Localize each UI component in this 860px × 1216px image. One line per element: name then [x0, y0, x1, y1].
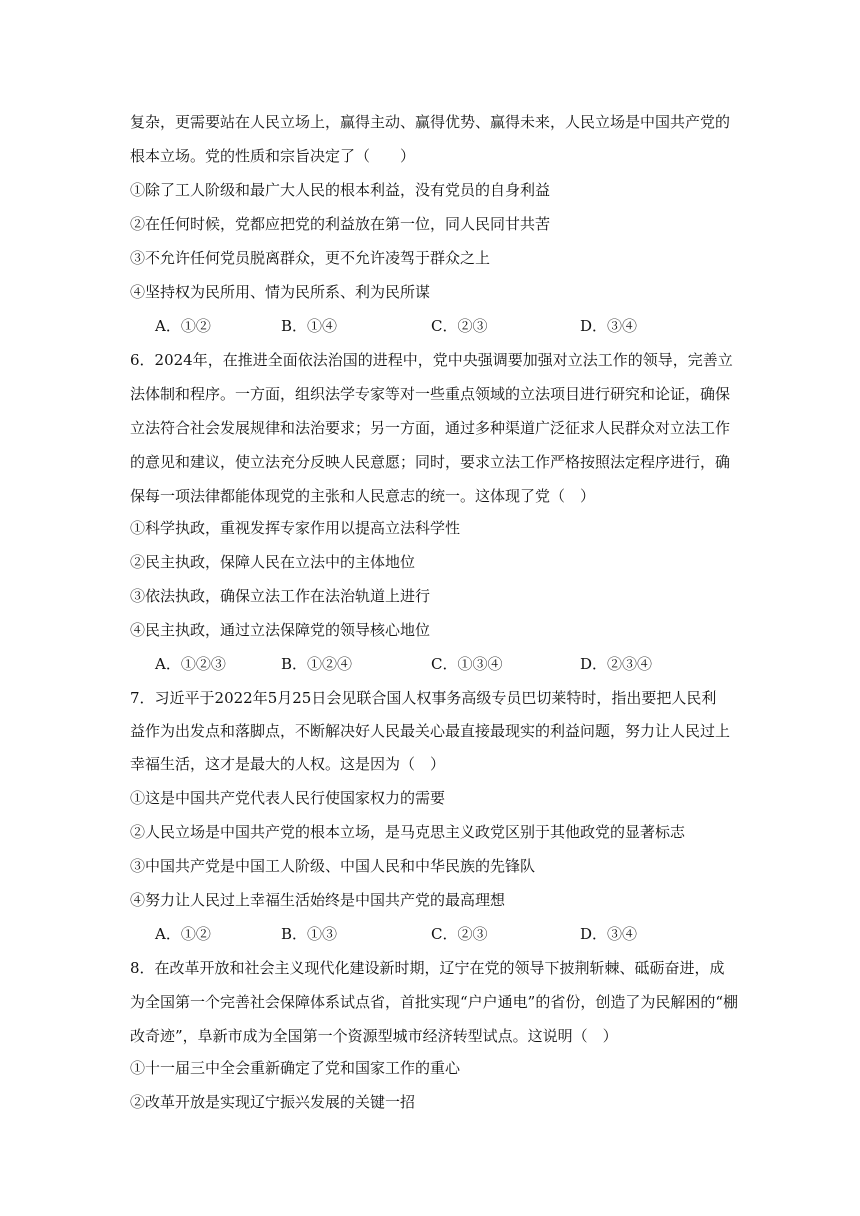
- q8-stem-line-3: 改奇迹”，阜新市成为全国第一个资源型城市经济转型试点。这说明（ ）: [130, 1027, 618, 1045]
- q7-stem-line-3: 幸福生活，这才是最大的人权。这是因为（ ）: [130, 755, 446, 773]
- q8-statement-1: ①十一届三中全会重新确定了党和国家工作的重心: [130, 1059, 461, 1077]
- q7-stem-line-1: 7．习近平于2022年5月25日会见联合国人权事务高级专员巴切莱特时，指出要把人民利: [130, 689, 717, 707]
- q6-statement-1: ①科学执政，重视发挥专家作用以提高立法科学性: [130, 519, 461, 537]
- q8-stem-line-2: 为全国第一个完善社会保障体系试点省，首批实现“户户通电”的省份，创造了为民解困的“棚: [130, 993, 739, 1011]
- q7-option-c[interactable]: C．②③: [431, 925, 488, 943]
- q5-options: [155, 316, 715, 336]
- q6-statement-2: ②民主执政，保障人民在立法中的主体地位: [130, 553, 416, 571]
- q7-option-b[interactable]: B．①③: [281, 925, 338, 943]
- q5-statement-2: ②在任何时候，党都应把党的利益放在第一位，同人民同甘共苦: [130, 215, 551, 233]
- q7-options: [155, 924, 715, 944]
- q6-stem-line-1: 6．2024年，在推进全面依法治国的进程中，党中央强调要加强对立法工作的领导，完善立: [130, 351, 733, 369]
- q6-stem-line-3: 立法符合社会发展规律和法治要求；另一方面，通过多种渠道广泛征求人民群众对立法工作: [130, 419, 731, 437]
- q6-option-c[interactable]: C．①③④: [431, 655, 503, 673]
- q5-stem-line-1: 复杂，更需要站在人民立场上，赢得主动、赢得优势、赢得未来，人民立场是中国共产党的: [130, 113, 731, 131]
- q6-stem-line-5: 保每一项法律都能体现党的主张和人民意志的统一。这体现了党（ ）: [130, 487, 596, 505]
- q8-stem-line-1: 8．在改革开放和社会主义现代化建设新时期，辽宁在党的领导下披荆斩棘、砥砺奋进，成: [130, 959, 725, 977]
- q6-option-a[interactable]: A．①②③: [155, 655, 226, 673]
- q6-statement-4: ④民主执政，通过立法保障党的领导核心地位: [130, 621, 431, 639]
- q7-statement-3: ③中国共产党是中国工人阶级、中国人民和中华民族的先锋队: [130, 857, 536, 875]
- q8-statement-2: ②改革开放是实现辽宁振兴发展的关键一招: [130, 1093, 416, 1111]
- q6-option-b[interactable]: B．①②④: [281, 655, 353, 673]
- q7-statement-2: ②人民立场是中国共产党的根本立场，是马克思主义政党区别于其他政党的显著标志: [130, 823, 686, 841]
- q6-stem-line-2: 法体制和程序。一方面，组织法学专家等对一些重点领域的立法项目进行研究和论证，确保: [130, 385, 731, 403]
- q6-option-d[interactable]: D．②③④: [580, 655, 653, 673]
- q7-stem-line-2: 益作为出发点和落脚点，不断解决好人民最关心最直接最现实的利益问题，努力让人民过上: [130, 722, 731, 740]
- q5-option-b[interactable]: B．①④: [281, 317, 338, 335]
- q7-statement-1: ①这是中国共产党代表人民行使国家权力的需要: [130, 789, 446, 807]
- q5-option-c[interactable]: C．②③: [431, 317, 488, 335]
- q5-statement-1: ①除了工人阶级和最广大人民的根本利益，没有党员的自身利益: [130, 181, 551, 199]
- q5-statement-4: ④坚持权为民所用、情为民所系、利为民所谋: [130, 283, 431, 301]
- q5-option-d[interactable]: D．③④: [580, 317, 638, 335]
- q5-option-a[interactable]: A．①②: [155, 317, 211, 335]
- q5-stem-line-2: 根本立场。党的性质和宗旨决定了（ ）: [130, 147, 416, 165]
- q6-statement-3: ③依法执政，确保立法工作在法治轨道上进行: [130, 587, 431, 605]
- q6-stem-line-4: 的意见和建议，使立法充分反映人民意愿；同时，要求立法工作严格按照法定程序进行，确: [130, 453, 731, 471]
- q7-option-d[interactable]: D．③④: [580, 925, 638, 943]
- q6-options: [155, 654, 715, 674]
- q7-option-a[interactable]: A．①②: [155, 925, 211, 943]
- q5-statement-3: ③不允许任何党员脱离群众，更不允许凌驾于群众之上: [130, 249, 491, 267]
- q7-statement-4: ④努力让人民过上幸福生活始终是中国共产党的最高理想: [130, 891, 506, 909]
